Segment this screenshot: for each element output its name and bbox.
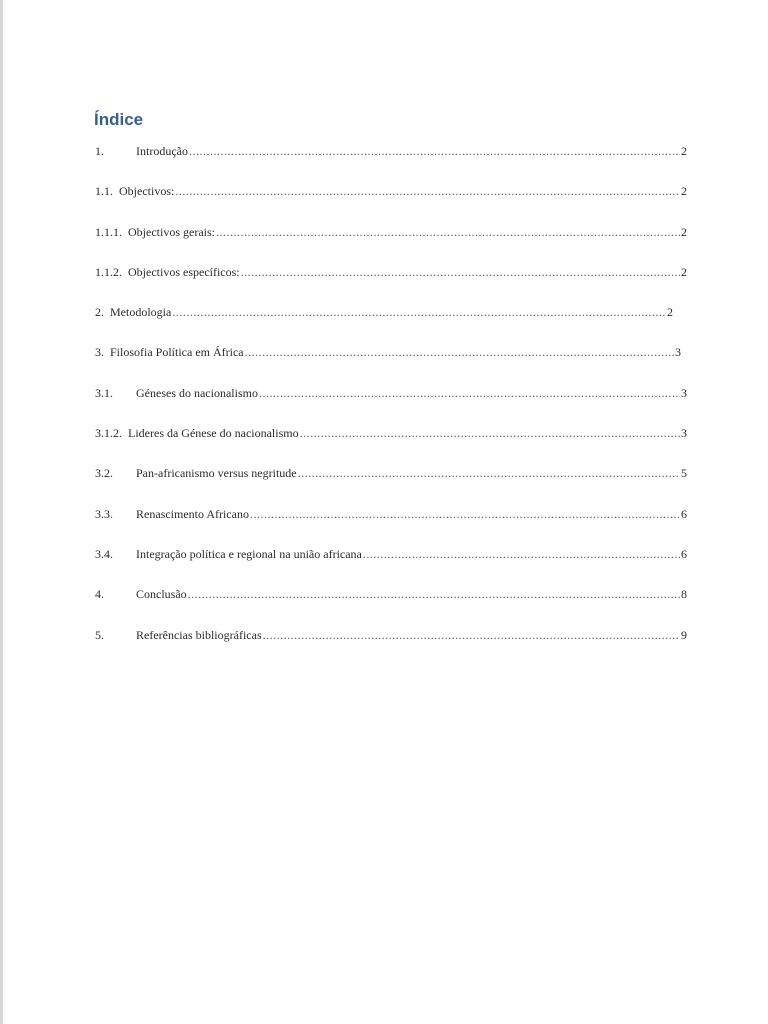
toc-entry-label: Metodologia <box>110 305 172 320</box>
toc-entry-number: 1. <box>95 144 104 158</box>
toc-entry-label: Objectivos gerais: <box>128 224 215 239</box>
toc-dot-leader <box>188 587 680 602</box>
toc-entry-label: Géneses do nacionalismo <box>136 385 258 400</box>
toc-entry-number: 5. <box>95 627 104 642</box>
toc-entry-number: 1.1. <box>95 184 113 199</box>
table-of-contents <box>95 144 687 668</box>
toc-entry-objectivos-gerais[interactable] <box>95 225 687 265</box>
toc-dot-leader <box>241 265 680 280</box>
toc-entry-geneses-nacionalismo[interactable] <box>95 386 687 426</box>
toc-dot-leader <box>259 386 680 401</box>
toc-dot-leader <box>363 547 680 562</box>
toc-entry-page: 2 <box>681 144 687 158</box>
toc-entry-label: Objectivos: <box>119 184 175 199</box>
toc-entry-number: 1.1.2. <box>95 264 122 279</box>
toc-entry-renascimento-africano[interactable] <box>95 507 687 547</box>
toc-entry-label: Referências bibliográficas <box>136 627 262 642</box>
toc-entry-number: 1.1.1. <box>95 224 122 239</box>
toc-entry-number: 3.3. <box>95 506 113 521</box>
toc-dot-leader <box>175 184 680 199</box>
toc-entry-label: Lideres da Génese do nacionalismo <box>128 426 299 441</box>
toc-entry-page: 3 <box>681 385 687 400</box>
toc-entry-page: 3 <box>675 345 681 360</box>
toc-entry-label: Objectivos específicos: <box>128 264 240 279</box>
toc-entry-page: 2 <box>681 264 687 279</box>
toc-entry-objectivos[interactable] <box>95 184 687 224</box>
toc-entry-lideres-genese[interactable] <box>95 426 687 466</box>
toc-entry-metodologia[interactable] <box>95 305 687 345</box>
toc-dot-leader <box>300 426 680 441</box>
toc-entry-number: 3.1. <box>95 385 113 400</box>
toc-entry-page: 2 <box>667 305 673 320</box>
toc-entry-number: 3. <box>95 345 104 360</box>
toc-entry-pan-africanismo[interactable] <box>95 466 687 506</box>
toc-entry-integracao-politica[interactable] <box>95 547 687 587</box>
toc-entry-page: 6 <box>681 546 687 561</box>
toc-entry-label: Conclusão <box>136 587 187 602</box>
toc-dot-leader <box>245 345 674 360</box>
toc-entry-referencias[interactable] <box>95 628 687 668</box>
toc-entry-label: Renascimento Africano <box>136 506 249 521</box>
toc-dot-leader <box>216 225 680 240</box>
toc-entry-label: Integração política e regional na união africana <box>136 546 362 561</box>
toc-entry-label: Introdução <box>136 144 188 158</box>
toc-entry-number: 3.4. <box>95 546 113 561</box>
toc-dot-leader <box>298 466 680 481</box>
toc-entry-objectivos-especificos[interactable] <box>95 265 687 305</box>
toc-entry-filosofia-politica[interactable] <box>95 345 687 385</box>
toc-entry-page: 6 <box>681 506 687 521</box>
page-title: Índice <box>94 110 144 129</box>
toc-entry-page: 2 <box>681 224 687 239</box>
toc-dot-leader <box>250 507 680 522</box>
toc-entry-page: 2 <box>681 184 687 199</box>
toc-entry-conclusao[interactable] <box>95 587 687 627</box>
toc-entry-number: 3.1.2. <box>95 426 122 441</box>
toc-dot-leader <box>172 305 666 320</box>
toc-entry-introducao[interactable] <box>95 144 687 184</box>
toc-entry-number: 4. <box>95 587 104 602</box>
toc-entry-page: 8 <box>681 587 687 602</box>
toc-entry-number: 2. <box>95 305 104 320</box>
toc-entry-page: 9 <box>681 627 687 642</box>
toc-entry-number: 3.2. <box>95 466 113 481</box>
toc-dot-leader <box>189 144 680 159</box>
toc-entry-page: 3 <box>681 426 687 441</box>
toc-entry-label: Filosofia Política em África <box>110 345 244 360</box>
toc-entry-page: 5 <box>681 466 687 481</box>
toc-dot-leader <box>263 628 680 643</box>
toc-entry-label: Pan-africanismo versus negritude <box>136 466 297 481</box>
